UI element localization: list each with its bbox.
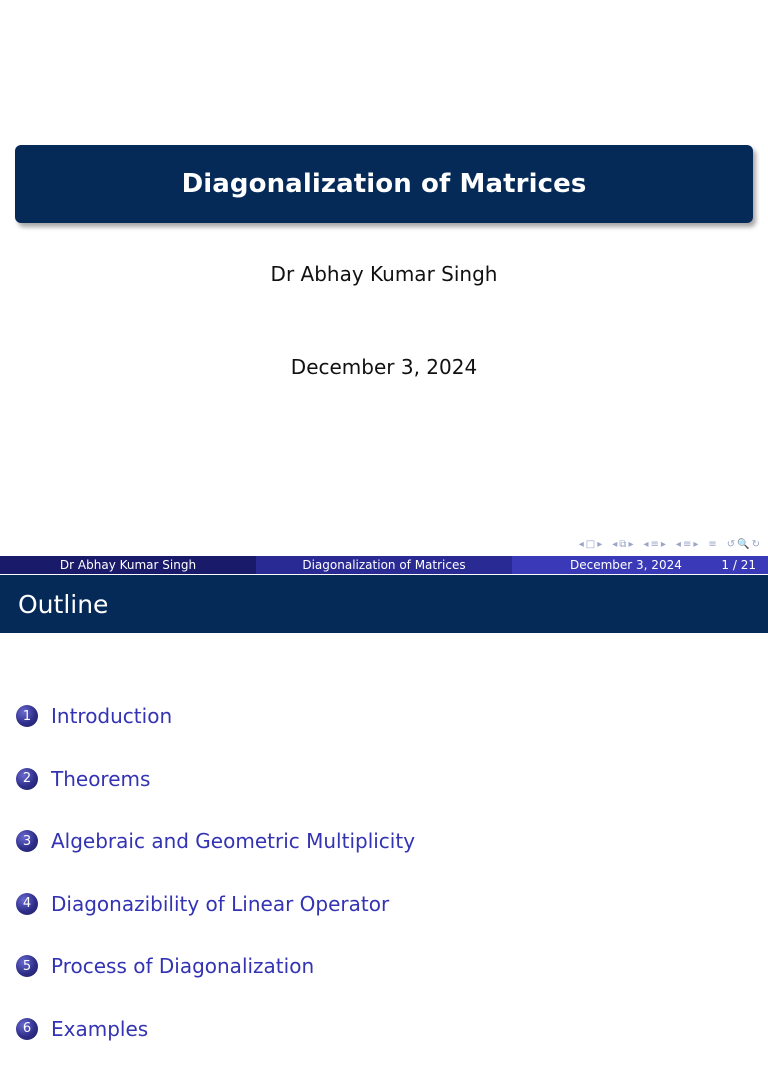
outline-item-label[interactable]: Process of Diagonalization xyxy=(51,954,315,978)
nav-prev-frame-icon[interactable]: ◂ xyxy=(612,539,618,550)
nav-search-icon[interactable]: 🔍 xyxy=(737,539,750,550)
outline-item-label[interactable]: Algebraic and Geometric Multiplicity xyxy=(51,829,416,853)
nav-frame-icon[interactable]: ⧉ xyxy=(619,539,627,550)
bullet-number-icon: 5 xyxy=(16,955,38,977)
outline-item-label[interactable]: Introduction xyxy=(51,704,173,728)
presentation-title: Diagonalization of Matrices xyxy=(181,169,587,199)
footline-page-number: 1 / 21 xyxy=(721,558,756,572)
title-box xyxy=(15,145,753,223)
navigation-symbols xyxy=(579,538,760,552)
frame-title: Outline xyxy=(18,589,109,619)
outline-item-label[interactable]: Diagonazibility of Linear Operator xyxy=(51,891,390,916)
nav-slide-icon[interactable]: □ xyxy=(585,539,596,550)
nav-section-icon[interactable]: ≡ xyxy=(682,539,692,550)
presentation-date: December 3, 2024 xyxy=(290,355,478,379)
bullet-number-icon: 4 xyxy=(16,893,38,915)
footline-date: December 3, 2024 xyxy=(570,558,682,572)
outline-item-linear-operator[interactable] xyxy=(16,889,415,919)
author-name: Dr Abhay Kumar Singh xyxy=(270,262,498,286)
bullet-number-icon: 3 xyxy=(16,830,38,852)
outline-list xyxy=(16,701,415,1076)
bullet-number-icon: 1 xyxy=(16,705,38,727)
nav-next-frame-icon[interactable]: ▸ xyxy=(628,539,634,550)
outline-item-examples[interactable] xyxy=(16,1014,415,1044)
nav-forward-icon[interactable]: ↻ xyxy=(751,539,760,550)
nav-prev-subsection-icon[interactable]: ◂ xyxy=(643,539,649,550)
nav-next-slide-icon[interactable]: ▸ xyxy=(597,539,603,550)
footline-date-page xyxy=(512,556,768,574)
nav-back-icon[interactable]: ↺ xyxy=(726,539,736,550)
outline-item-introduction[interactable] xyxy=(16,701,415,731)
nav-prev-slide-icon[interactable]: ◂ xyxy=(578,539,584,550)
bullet-number-icon: 6 xyxy=(16,1018,38,1040)
footline-title: Diagonalization of Matrices xyxy=(256,556,512,574)
footline-author: Dr Abhay Kumar Singh xyxy=(0,556,256,574)
footline xyxy=(0,556,768,574)
nav-document-icon[interactable]: ≡ xyxy=(708,539,717,550)
outline-item-theorems[interactable] xyxy=(16,764,415,794)
nav-prev-section-icon[interactable]: ◂ xyxy=(675,539,681,550)
outline-item-multiplicity[interactable] xyxy=(16,826,415,856)
bullet-number-icon: 2 xyxy=(16,768,38,790)
outline-item-label[interactable]: Theorems xyxy=(51,766,151,791)
outline-item-label[interactable]: Examples xyxy=(51,1016,149,1041)
frame-title-bar xyxy=(0,575,768,633)
nav-next-subsection-icon[interactable]: ▸ xyxy=(660,539,666,550)
nav-next-section-icon[interactable]: ▸ xyxy=(693,539,699,550)
outline-item-process[interactable] xyxy=(16,951,415,981)
nav-subsection-icon[interactable]: ≡ xyxy=(650,539,659,550)
